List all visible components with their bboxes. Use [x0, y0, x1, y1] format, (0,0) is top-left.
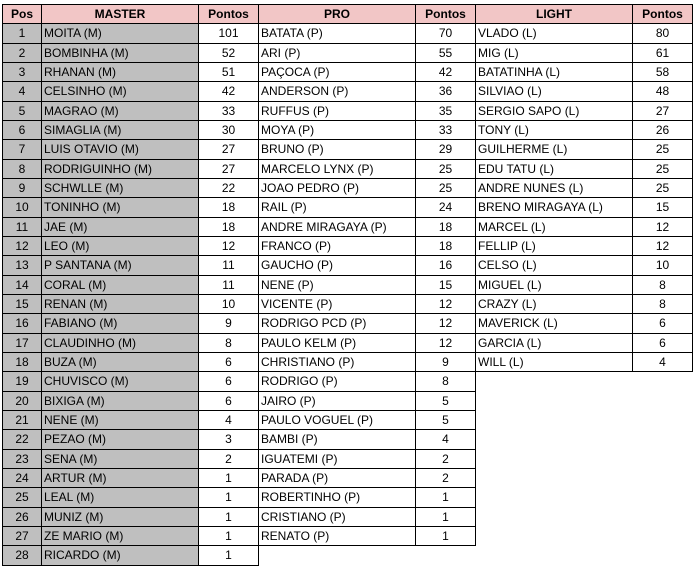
- master-name-cell[interactable]: PEZAO (M): [41, 429, 199, 450]
- pro-points-cell[interactable]: 35: [415, 101, 476, 121]
- master-points-cell[interactable]: 3: [198, 429, 259, 450]
- header-pos[interactable]: Pos: [2, 4, 42, 24]
- pro-name-cell[interactable]: JOAO PEDRO (P): [258, 178, 416, 198]
- master-name-cell[interactable]: CELSINHO (M): [41, 81, 199, 102]
- master-pos-cell[interactable]: 14: [2, 275, 42, 295]
- pro-name-cell[interactable]: PAÇOCA (P): [258, 62, 416, 82]
- master-points-cell[interactable]: 101: [198, 23, 259, 44]
- master-pos-cell[interactable]: 16: [2, 313, 42, 334]
- pro-name-cell[interactable]: RODRIGO PCD (P): [258, 313, 416, 334]
- light-name-cell[interactable]: WILL (L): [475, 352, 633, 372]
- master-pos-cell[interactable]: 18: [2, 352, 42, 372]
- light-points-cell[interactable]: 80: [632, 23, 693, 44]
- header-light-points[interactable]: Pontos: [632, 4, 693, 24]
- master-pos-cell[interactable]: 25: [2, 487, 42, 508]
- master-name-cell[interactable]: MUNIZ (M): [41, 507, 199, 527]
- master-pos-cell[interactable]: 7: [2, 139, 42, 160]
- pro-name-cell[interactable]: RUFFUS (P): [258, 101, 416, 121]
- master-name-cell[interactable]: ARTUR (M): [41, 468, 199, 488]
- pro-points-cell[interactable]: 70: [415, 23, 476, 44]
- master-pos-cell[interactable]: 1: [2, 23, 42, 44]
- master-name-cell[interactable]: BOMBINHA (M): [41, 43, 199, 63]
- pro-name-cell[interactable]: ARI (P): [258, 43, 416, 63]
- master-points-cell[interactable]: 27: [198, 159, 259, 179]
- light-name-cell[interactable]: EDU TATU (L): [475, 159, 633, 179]
- master-pos-cell[interactable]: 21: [2, 410, 42, 430]
- pro-name-cell[interactable]: BAMBI (P): [258, 429, 416, 450]
- pro-name-cell[interactable]: JAIRO (P): [258, 391, 416, 411]
- master-pos-cell[interactable]: 19: [2, 371, 42, 392]
- light-points-cell[interactable]: 6: [632, 333, 693, 353]
- pro-name-cell[interactable]: GAUCHO (P): [258, 255, 416, 276]
- light-name-cell[interactable]: ANDRE NUNES (L): [475, 178, 633, 198]
- master-name-cell[interactable]: JAE (M): [41, 217, 199, 237]
- light-name-cell[interactable]: FELLIP (L): [475, 236, 633, 256]
- header-light[interactable]: LIGHT: [475, 4, 633, 24]
- master-name-cell[interactable]: RHANAN (M): [41, 62, 199, 82]
- light-points-cell[interactable]: 25: [632, 159, 693, 179]
- pro-points-cell[interactable]: 36: [415, 81, 476, 102]
- light-name-cell[interactable]: MARCEL (L): [475, 217, 633, 237]
- master-name-cell[interactable]: SIMAGLIA (M): [41, 120, 199, 140]
- master-points-cell[interactable]: 33: [198, 101, 259, 121]
- master-points-cell[interactable]: 18: [198, 217, 259, 237]
- master-points-cell[interactable]: 11: [198, 275, 259, 295]
- pro-name-cell[interactable]: PAULO KELM (P): [258, 333, 416, 353]
- master-points-cell[interactable]: 2: [198, 449, 259, 469]
- light-points-cell[interactable]: 6: [632, 313, 693, 334]
- master-pos-cell[interactable]: 6: [2, 120, 42, 140]
- master-points-cell[interactable]: 52: [198, 43, 259, 63]
- pro-points-cell[interactable]: 2: [415, 449, 476, 469]
- pro-points-cell[interactable]: 25: [415, 178, 476, 198]
- pro-points-cell[interactable]: 15: [415, 275, 476, 295]
- light-name-cell[interactable]: CRAZY (L): [475, 294, 633, 314]
- master-pos-cell[interactable]: 20: [2, 391, 42, 411]
- pro-name-cell[interactable]: BRUNO (P): [258, 139, 416, 160]
- master-name-cell[interactable]: CHUVISCO (M): [41, 371, 199, 392]
- light-name-cell[interactable]: CELSO (L): [475, 255, 633, 276]
- master-name-cell[interactable]: MOITA (M): [41, 23, 199, 44]
- master-name-cell[interactable]: LUIS OTAVIO (M): [41, 139, 199, 160]
- master-points-cell[interactable]: 27: [198, 139, 259, 160]
- master-name-cell[interactable]: CLAUDINHO (M): [41, 333, 199, 353]
- light-points-cell[interactable]: 61: [632, 43, 693, 63]
- light-points-cell[interactable]: 26: [632, 120, 693, 140]
- pro-points-cell[interactable]: 18: [415, 236, 476, 256]
- pro-points-cell[interactable]: 1: [415, 507, 476, 527]
- master-points-cell[interactable]: 1: [198, 487, 259, 508]
- pro-name-cell[interactable]: RENATO (P): [258, 526, 416, 546]
- master-pos-cell[interactable]: 9: [2, 178, 42, 198]
- light-points-cell[interactable]: 10: [632, 255, 693, 276]
- pro-name-cell[interactable]: ROBERTINHO (P): [258, 487, 416, 508]
- master-points-cell[interactable]: 30: [198, 120, 259, 140]
- master-points-cell[interactable]: 6: [198, 391, 259, 411]
- light-name-cell[interactable]: MAVERICK (L): [475, 313, 633, 334]
- pro-name-cell[interactable]: BATATA (P): [258, 23, 416, 44]
- pro-name-cell[interactable]: CRISTIANO (P): [258, 507, 416, 527]
- header-pro-points[interactable]: Pontos: [415, 4, 476, 24]
- pro-points-cell[interactable]: 18: [415, 217, 476, 237]
- light-points-cell[interactable]: 58: [632, 62, 693, 82]
- pro-name-cell[interactable]: FRANCO (P): [258, 236, 416, 256]
- master-points-cell[interactable]: 12: [198, 236, 259, 256]
- pro-name-cell[interactable]: VICENTE (P): [258, 294, 416, 314]
- master-name-cell[interactable]: MAGRAO (M): [41, 101, 199, 121]
- pro-points-cell[interactable]: 2: [415, 468, 476, 488]
- master-name-cell[interactable]: LEO (M): [41, 236, 199, 256]
- header-master[interactable]: MASTER: [41, 4, 199, 24]
- pro-points-cell[interactable]: 29: [415, 139, 476, 160]
- pro-points-cell[interactable]: 4: [415, 429, 476, 450]
- pro-name-cell[interactable]: MARCELO LYNX (P): [258, 159, 416, 179]
- light-points-cell[interactable]: 8: [632, 294, 693, 314]
- light-name-cell[interactable]: GUILHERME (L): [475, 139, 633, 160]
- master-name-cell[interactable]: BIXIGA (M): [41, 391, 199, 411]
- light-name-cell[interactable]: BRENO MIRAGAYA (L): [475, 197, 633, 218]
- master-pos-cell[interactable]: 28: [2, 545, 42, 566]
- master-points-cell[interactable]: 8: [198, 333, 259, 353]
- master-name-cell[interactable]: SCHWLLE (M): [41, 178, 199, 198]
- pro-name-cell[interactable]: CHRISTIANO (P): [258, 352, 416, 372]
- light-points-cell[interactable]: 48: [632, 81, 693, 102]
- pro-name-cell[interactable]: PARADA (P): [258, 468, 416, 488]
- master-pos-cell[interactable]: 26: [2, 507, 42, 527]
- pro-points-cell[interactable]: 55: [415, 43, 476, 63]
- light-points-cell[interactable]: 27: [632, 101, 693, 121]
- pro-name-cell[interactable]: IGUATEMI (P): [258, 449, 416, 469]
- master-points-cell[interactable]: 9: [198, 313, 259, 334]
- master-pos-cell[interactable]: 12: [2, 236, 42, 256]
- pro-name-cell[interactable]: NENE (P): [258, 275, 416, 295]
- master-pos-cell[interactable]: 11: [2, 217, 42, 237]
- master-points-cell[interactable]: 42: [198, 81, 259, 102]
- light-points-cell[interactable]: 25: [632, 178, 693, 198]
- light-points-cell[interactable]: 8: [632, 275, 693, 295]
- master-name-cell[interactable]: RODRIGUINHO (M): [41, 159, 199, 179]
- light-name-cell[interactable]: GARCIA (L): [475, 333, 633, 353]
- master-name-cell[interactable]: BUZA (M): [41, 352, 199, 372]
- master-points-cell[interactable]: 18: [198, 197, 259, 218]
- master-pos-cell[interactable]: 24: [2, 468, 42, 488]
- light-name-cell[interactable]: TONY (L): [475, 120, 633, 140]
- master-points-cell[interactable]: 1: [198, 545, 259, 566]
- light-points-cell[interactable]: 15: [632, 197, 693, 218]
- light-points-cell[interactable]: 4: [632, 352, 693, 372]
- master-points-cell[interactable]: 4: [198, 410, 259, 430]
- light-name-cell[interactable]: VLADO (L): [475, 23, 633, 44]
- pro-points-cell[interactable]: 12: [415, 313, 476, 334]
- pro-points-cell[interactable]: 5: [415, 391, 476, 411]
- pro-points-cell[interactable]: 12: [415, 333, 476, 353]
- pro-name-cell[interactable]: RODRIGO (P): [258, 371, 416, 392]
- master-pos-cell[interactable]: 5: [2, 101, 42, 121]
- light-points-cell[interactable]: 12: [632, 236, 693, 256]
- light-name-cell[interactable]: SILVIAO (L): [475, 81, 633, 102]
- master-points-cell[interactable]: 1: [198, 468, 259, 488]
- master-pos-cell[interactable]: 3: [2, 62, 42, 82]
- pro-name-cell[interactable]: MOYA (P): [258, 120, 416, 140]
- master-pos-cell[interactable]: 8: [2, 159, 42, 179]
- light-name-cell[interactable]: BATATINHA (L): [475, 62, 633, 82]
- master-name-cell[interactable]: SENA (M): [41, 449, 199, 469]
- master-points-cell[interactable]: 1: [198, 526, 259, 546]
- master-points-cell[interactable]: 10: [198, 294, 259, 314]
- master-pos-cell[interactable]: 2: [2, 43, 42, 63]
- header-pro[interactable]: PRO: [258, 4, 416, 24]
- pro-points-cell[interactable]: 42: [415, 62, 476, 82]
- master-pos-cell[interactable]: 22: [2, 429, 42, 450]
- pro-points-cell[interactable]: 5: [415, 410, 476, 430]
- light-name-cell[interactable]: MIGUEL (L): [475, 275, 633, 295]
- master-pos-cell[interactable]: 17: [2, 333, 42, 353]
- master-points-cell[interactable]: 6: [198, 352, 259, 372]
- master-points-cell[interactable]: 51: [198, 62, 259, 82]
- master-pos-cell[interactable]: 23: [2, 449, 42, 469]
- master-name-cell[interactable]: TONINHO (M): [41, 197, 199, 218]
- pro-points-cell[interactable]: 25: [415, 159, 476, 179]
- light-points-cell[interactable]: 12: [632, 217, 693, 237]
- master-name-cell[interactable]: ZE MARIO (M): [41, 526, 199, 546]
- header-master-points[interactable]: Pontos: [198, 4, 259, 24]
- master-pos-cell[interactable]: 4: [2, 81, 42, 102]
- master-pos-cell[interactable]: 10: [2, 197, 42, 218]
- master-name-cell[interactable]: CORAL (M): [41, 275, 199, 295]
- master-points-cell[interactable]: 11: [198, 255, 259, 276]
- pro-points-cell[interactable]: 24: [415, 197, 476, 218]
- pro-points-cell[interactable]: 8: [415, 371, 476, 392]
- pro-points-cell[interactable]: 16: [415, 255, 476, 276]
- pro-points-cell[interactable]: 1: [415, 526, 476, 546]
- master-name-cell[interactable]: LEAL (M): [41, 487, 199, 508]
- master-name-cell[interactable]: RENAN (M): [41, 294, 199, 314]
- master-name-cell[interactable]: P SANTANA (M): [41, 255, 199, 276]
- pro-points-cell[interactable]: 9: [415, 352, 476, 372]
- master-name-cell[interactable]: NENE (M): [41, 410, 199, 430]
- pro-points-cell[interactable]: 1: [415, 487, 476, 508]
- pro-name-cell[interactable]: RAIL (P): [258, 197, 416, 218]
- pro-points-cell[interactable]: 33: [415, 120, 476, 140]
- light-name-cell[interactable]: SERGIO SAPO (L): [475, 101, 633, 121]
- pro-name-cell[interactable]: ANDERSON (P): [258, 81, 416, 102]
- pro-points-cell[interactable]: 12: [415, 294, 476, 314]
- master-points-cell[interactable]: 1: [198, 507, 259, 527]
- light-name-cell[interactable]: MIG (L): [475, 43, 633, 63]
- master-name-cell[interactable]: RICARDO (M): [41, 545, 199, 566]
- pro-name-cell[interactable]: PAULO VOGUEL (P): [258, 410, 416, 430]
- master-pos-cell[interactable]: 13: [2, 255, 42, 276]
- master-points-cell[interactable]: 22: [198, 178, 259, 198]
- master-pos-cell[interactable]: 27: [2, 526, 42, 546]
- master-points-cell[interactable]: 6: [198, 371, 259, 392]
- pro-name-cell[interactable]: ANDRE MIRAGAYA (P): [258, 217, 416, 237]
- light-points-cell[interactable]: 25: [632, 139, 693, 160]
- master-pos-cell[interactable]: 15: [2, 294, 42, 314]
- master-name-cell[interactable]: FABIANO (M): [41, 313, 199, 334]
